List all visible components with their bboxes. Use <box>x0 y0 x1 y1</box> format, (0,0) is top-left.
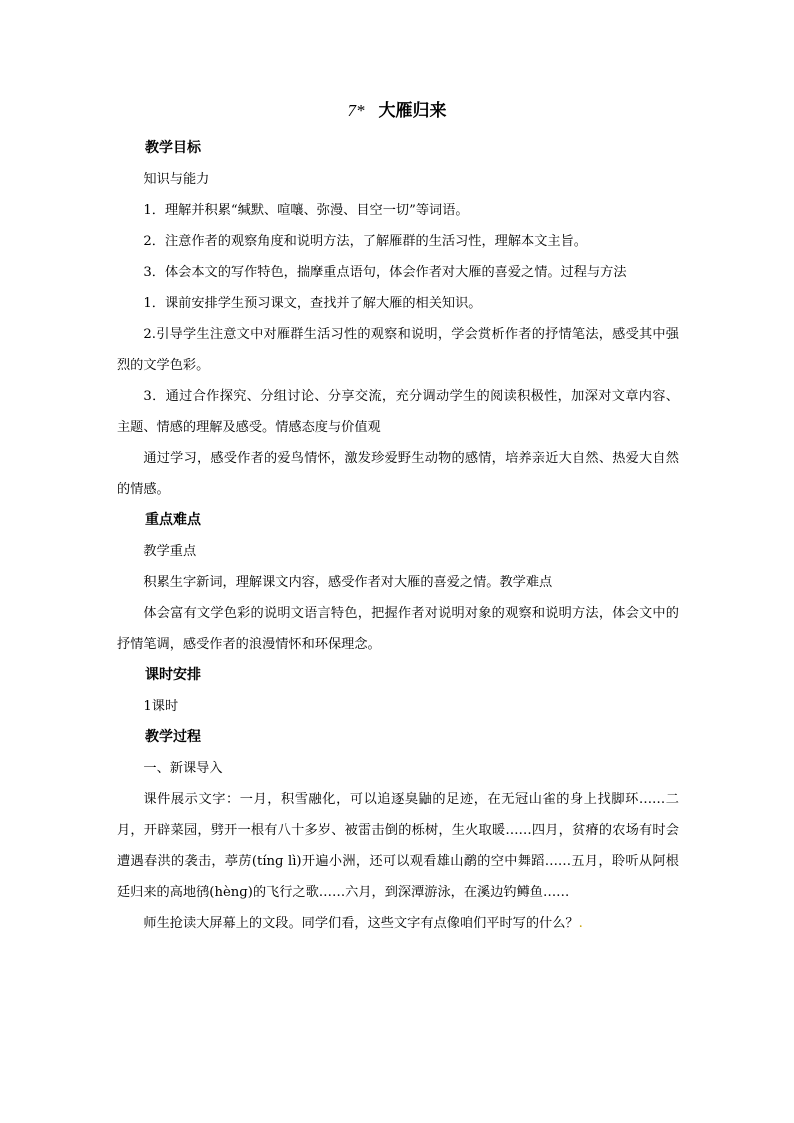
paragraph: 通过学习，感受作者的爱鸟情怀，激发珍爱野生动物的感情，培养亲近大自然、热爱大自然的情感。 <box>117 451 679 497</box>
paragraph: 3．通过合作探究、分组讨论、分享交流，充分调动学生的阅读积极性，加深对文章内容、主题、情感的理解及感受。情感态度与价值观 <box>117 389 679 435</box>
section-heading: 课时安排 <box>145 667 201 683</box>
section-heading: 重点难点 <box>145 512 201 528</box>
document-body <box>117 133 679 939</box>
paragraph: 1课时 <box>143 699 179 714</box>
paragraph: 体会富有文学色彩的说明文语言特色，把握作者对说明对象的观察和说明方法，体会文中的抒情笔调，感受作者的浪漫情怀和环保理念。 <box>117 606 679 652</box>
section-heading: 教学过程 <box>145 729 201 745</box>
paragraph-last <box>117 908 679 939</box>
paragraph: 一、新课导入 <box>143 761 223 776</box>
paragraph: 3．体会本文的写作特色，揣摩重点语句，体会作者对大雁的喜爱之情。过程与方法 <box>143 265 627 280</box>
paragraph: 1．课前安排学生预习课文，查找并了解大雁的相关知识。 <box>143 296 482 311</box>
paragraph: 知识与能力 <box>143 172 210 187</box>
paragraph: 2．注意作者的观察角度和说明方法，了解雁群的生活习性，理解本文主旨。 <box>143 234 587 249</box>
lesson-number: 7* <box>347 101 365 120</box>
paragraph: 2.引导学生注意文中对雁群生活习性的观察和说明，学会赏析作者的抒情笔法，感受其中强烈的文学色彩。 <box>117 327 679 373</box>
paragraph: 1．理解并积累“缄默、喧嚷、弥漫、目空一切”等词语。 <box>143 203 469 218</box>
page-title <box>0 100 794 122</box>
section-heading: 教学目标 <box>145 140 201 156</box>
paragraph: 课件展示文字：一月，积雪融化，可以追逐臭鼬的足迹，在无冠山雀的身上找脚环……二月，开辟菜园，劈开一根有八十多岁、被雷击倒的栎树，生火取暖……四月，贫瘠的农场有时会遭遇春洪的袭击，葶苈(tínɡ lì)开遍小洲，还可以观看雄山鹬的空中舞蹈……五月，聆听从阿根廷归来的高地鸻(hènɡ)的飞行之歌……六月，到深潭游泳，在溪边钓鳟鱼…… <box>117 792 679 900</box>
lesson-title: 大雁归来 <box>378 101 447 121</box>
paragraph: 积累生字新词，理解课文内容，感受作者对大雁的喜爱之情。教学难点 <box>143 575 553 590</box>
paragraph-text: 师生抢读大屏幕上的文段。同学们看，这些文字有点像咱们平时写的什么？ <box>143 916 579 931</box>
paragraph: 教学重点 <box>143 544 197 559</box>
trailing-mark: . <box>578 916 583 931</box>
